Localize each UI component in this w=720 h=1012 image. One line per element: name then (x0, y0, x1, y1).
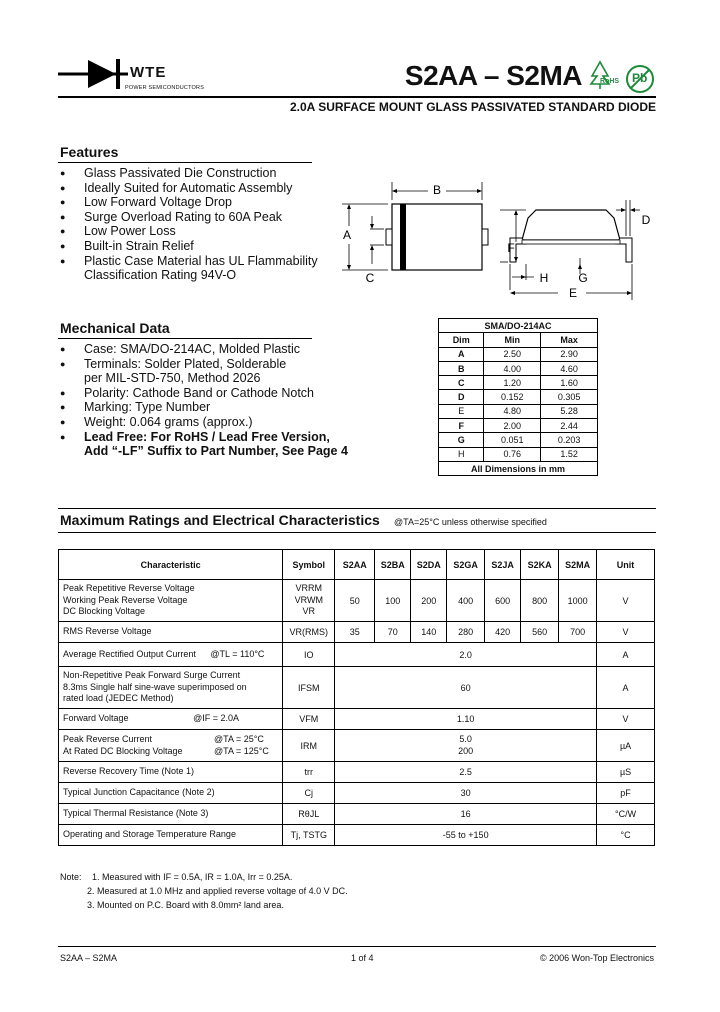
ratings-title: Maximum Ratings and Electrical Characteristics (60, 512, 380, 528)
dim-cell: C (439, 376, 484, 390)
features-list (60, 166, 318, 283)
symbol-line: VR (302, 606, 316, 617)
char-line: rated load (JEDEC Method) (63, 693, 174, 704)
unit-cell: °C/W (597, 804, 655, 825)
dim-cell: 0.305 (541, 390, 598, 404)
char-line: Peak Repetitive Reverse Voltage (63, 583, 195, 594)
notes-label: Note: (60, 872, 82, 882)
list-item-continuation: Classification Rating 94V-O (84, 268, 237, 283)
value-cell: 200 (411, 580, 447, 622)
value-line: 5.0 (459, 734, 472, 744)
value-cell: 30 (335, 783, 597, 804)
char-cell: Typical Thermal Resistance (Note 3) (59, 804, 283, 825)
symbol-cell: RθJL (283, 804, 335, 825)
ratings-rule-bottom (58, 532, 656, 533)
dim-cell: 2.90 (541, 347, 598, 361)
char-line: Peak Reverse Current (63, 734, 153, 744)
table-row (59, 622, 655, 643)
dim-table-footer: All Dimensions in mm (439, 461, 598, 475)
char-cell: Typical Junction Capacitance (Note 2) (59, 783, 283, 804)
col-header: S2MA (559, 550, 597, 580)
rohs-badge (588, 60, 618, 94)
list-item: ● Glass Passivated Die Construction (60, 166, 318, 181)
dim-cell: B (439, 361, 484, 375)
dim-cell: 2.50 (484, 347, 541, 361)
note-text: 3. Mounted on P.C. Board with 8.0mm² land area. (87, 900, 284, 910)
package-outline-diagram (330, 178, 660, 303)
unit-cell: µA (597, 730, 655, 762)
value-cell: 280 (447, 622, 485, 643)
value-cell: 800 (521, 580, 559, 622)
char-cell: RMS Reverse Voltage (59, 622, 283, 643)
dim-label-f: F (507, 241, 515, 255)
ratings-rule-top (58, 508, 656, 509)
table-row (439, 361, 598, 375)
symbol-cell (283, 580, 335, 622)
dim-cell: 0.203 (541, 433, 598, 447)
condition-line: @TA = 125°C (214, 745, 269, 756)
dim-col-header: Min (484, 333, 541, 347)
pb-label: Pb (632, 71, 648, 85)
product-subtitle: 2.0A SURFACE MOUNT GLASS PASSIVATED STANDARD DIODE (289, 100, 656, 114)
list-item: ● Surge Overload Rating to 60A Peak (60, 210, 318, 225)
note-text: 2. Measured at 1.0 MHz and applied reverse voltage of 4.0 V DC. (87, 886, 348, 896)
list-item: ● Low Power Loss (60, 224, 318, 239)
list-item: ● Lead Free: For RoHS / Lead Free Version, (60, 430, 348, 445)
col-header: Symbol (283, 550, 335, 580)
col-header: Unit (597, 550, 655, 580)
value-cell: 600 (485, 580, 521, 622)
table-row (439, 376, 598, 390)
char-cell (59, 709, 283, 730)
value-cell: 16 (335, 804, 597, 825)
mechanical-title: Mechanical Data (60, 320, 170, 336)
footer-part: S2AA – S2MA (60, 953, 118, 963)
dim-label-h: H (539, 271, 549, 285)
unit-cell: V (597, 709, 655, 730)
list-item-continuation: per MIL-STD-750, Method 2026 (84, 371, 261, 386)
list-item: ● Ideally Suited for Automatic Assembly (60, 181, 318, 196)
value-line: 200 (458, 745, 474, 756)
dim-label-e: E (568, 286, 578, 300)
symbol-cell: VFM (283, 709, 335, 730)
value-cell: 560 (521, 622, 559, 643)
unit-cell: A (597, 667, 655, 709)
list-item: ● Polarity: Cathode Band or Cathode Notch (60, 386, 348, 401)
dim-cell: E (439, 404, 484, 418)
col-header: S2BA (375, 550, 411, 580)
char-cell: Operating and Storage Temperature Range (59, 825, 283, 846)
col-header: S2DA (411, 550, 447, 580)
dim-cell: G (439, 433, 484, 447)
table-row (59, 762, 655, 783)
note-line (60, 870, 348, 884)
footer-rule (58, 946, 656, 947)
notes-block (60, 870, 348, 912)
dim-label-c: C (365, 271, 375, 285)
table-row (59, 643, 655, 667)
table-row (439, 347, 598, 361)
note-text: 1. Measured with IF = 0.5A, IR = 1.0A, Irr = 0.25A. (92, 872, 293, 882)
list-item: ● Built-in Strain Relief (60, 239, 318, 254)
page-number: 1 of 4 (351, 953, 374, 963)
ratings-header-row (59, 550, 655, 580)
col-header: Characteristic (59, 550, 283, 580)
symbol-cell: VR(RMS) (283, 622, 335, 643)
symbol-cell: Cj (283, 783, 335, 804)
dim-cell: 4.80 (484, 404, 541, 418)
table-row (59, 804, 655, 825)
value-cell: -55 to +150 (335, 825, 597, 846)
table-row (59, 580, 655, 622)
char-line: Working Peak Reverse Voltage (63, 594, 188, 605)
table-row (439, 419, 598, 433)
ratings-table (58, 549, 655, 846)
dim-cell: 4.00 (484, 361, 541, 375)
dim-col-header: Dim (439, 333, 484, 347)
dim-cell: A (439, 347, 484, 361)
dim-cell: 0.152 (484, 390, 541, 404)
char-cell (59, 667, 283, 709)
symbol-cell: IO (283, 643, 335, 667)
unit-cell: A (597, 643, 655, 667)
brand-subtitle: POWER SEMICONDUCTORS (125, 85, 205, 91)
dim-cell: 1.60 (541, 376, 598, 390)
dim-cell: F (439, 419, 484, 433)
col-header: S2GA (447, 550, 485, 580)
table-row (59, 730, 655, 762)
value-cell: 1.10 (335, 709, 597, 730)
unit-cell: V (597, 622, 655, 643)
list-item: ● Terminals: Solder Plated, Solderable (60, 357, 348, 372)
dim-table-title: SMA/DO-214AC (439, 319, 598, 333)
unit-cell: µS (597, 762, 655, 783)
dim-label-a: A (342, 228, 352, 242)
char-cell (59, 643, 283, 667)
header-rule (58, 96, 656, 98)
unit-cell: V (597, 580, 655, 622)
dim-cell: 1.52 (541, 447, 598, 461)
symbol-cell: IFSM (283, 667, 335, 709)
list-item: ● Case: SMA/DO-214AC, Molded Plastic (60, 342, 348, 357)
dim-cell: 2.00 (484, 419, 541, 433)
list-item: ● Weight: 0.064 grams (approx.) (60, 415, 348, 430)
value-cell: 2.5 (335, 762, 597, 783)
char-line: Average Rectified Output Current (63, 648, 196, 659)
col-header: S2AA (335, 550, 375, 580)
dimension-table (438, 318, 598, 476)
value-cell: 140 (411, 622, 447, 643)
rohs-label: RoHS (600, 78, 620, 85)
table-row (59, 825, 655, 846)
dim-cell: H (439, 447, 484, 461)
condition-text: @TL = 110°C (210, 648, 265, 659)
char-line: DC Blocking Voltage (63, 606, 146, 617)
value-cell: 420 (485, 622, 521, 643)
features-title: Features (60, 144, 119, 160)
value-cell: 400 (447, 580, 485, 622)
value-cell: 100 (375, 580, 411, 622)
dim-cell: 4.60 (541, 361, 598, 375)
value-cell: 50 (335, 580, 375, 622)
table-row (439, 433, 598, 447)
symbol-cell: Tj, TSTG (283, 825, 335, 846)
lead-free-badge (624, 63, 656, 95)
table-row (439, 404, 598, 418)
dim-cell: 0.76 (484, 447, 541, 461)
symbol-cell: IRM (283, 730, 335, 762)
footer-copyright: © 2006 Won-Top Electronics (539, 953, 654, 963)
mechanical-rule (58, 338, 312, 339)
unit-cell: pF (597, 783, 655, 804)
dim-label-d: D (641, 213, 651, 227)
symbol-cell: trr (283, 762, 335, 783)
rohs-tree-icon (588, 60, 618, 94)
char-cell: Reverse Recovery Time (Note 1) (59, 762, 283, 783)
char-line: 8.3ms Single half sine-wave superimposed on (63, 681, 247, 692)
dim-cell: 2.44 (541, 419, 598, 433)
value-cell: 70 (375, 622, 411, 643)
dim-cell: 5.28 (541, 404, 598, 418)
value-cell: 1000 (559, 580, 597, 622)
value-cell: 2.0 (335, 643, 597, 667)
mechanical-list (60, 342, 348, 459)
list-item: ● Marking: Type Number (60, 400, 348, 415)
dim-cell: D (439, 390, 484, 404)
symbol-line: VRWM (294, 594, 323, 605)
table-row (59, 709, 655, 730)
condition-text (214, 734, 269, 757)
value-cell: 35 (335, 622, 375, 643)
dim-col-header: Max (541, 333, 598, 347)
list-item: ● Plastic Case Material has UL Flammability (60, 254, 318, 269)
table-row (439, 447, 598, 461)
part-range-title: S2AA – S2MA (404, 60, 582, 91)
condition-text: @IF = 2.0A (193, 713, 239, 724)
table-row (59, 783, 655, 804)
condition-line: @TA = 25°C (214, 734, 264, 744)
char-cell (59, 730, 283, 762)
char-line: At Rated DC Blocking Voltage (63, 745, 183, 756)
ratings-condition: @TA=25°C unless otherwise specified (394, 517, 547, 527)
dim-label-b: B (432, 183, 442, 197)
col-header: S2JA (485, 550, 521, 580)
dim-cell: 0.051 (484, 433, 541, 447)
table-row (59, 667, 655, 709)
unit-cell: °C (597, 825, 655, 846)
char-cell (59, 580, 283, 622)
char-line: Non-Repetitive Peak Forward Surge Current (63, 670, 241, 681)
col-header: S2KA (521, 550, 559, 580)
symbol-line: VRRM (295, 583, 323, 594)
dim-label-g: G (578, 271, 588, 285)
list-item-continuation: Add “-LF” Suffix to Part Number, See Page 4 (84, 444, 348, 459)
brand-name: WTE (130, 64, 167, 81)
value-cell: 700 (559, 622, 597, 643)
features-rule (58, 162, 312, 163)
dim-cell: 1.20 (484, 376, 541, 390)
list-item: ● Low Forward Voltage Drop (60, 195, 318, 210)
char-line: Forward Voltage (63, 713, 129, 724)
value-cell (335, 730, 597, 762)
table-row (439, 390, 598, 404)
value-cell: 60 (335, 667, 597, 709)
